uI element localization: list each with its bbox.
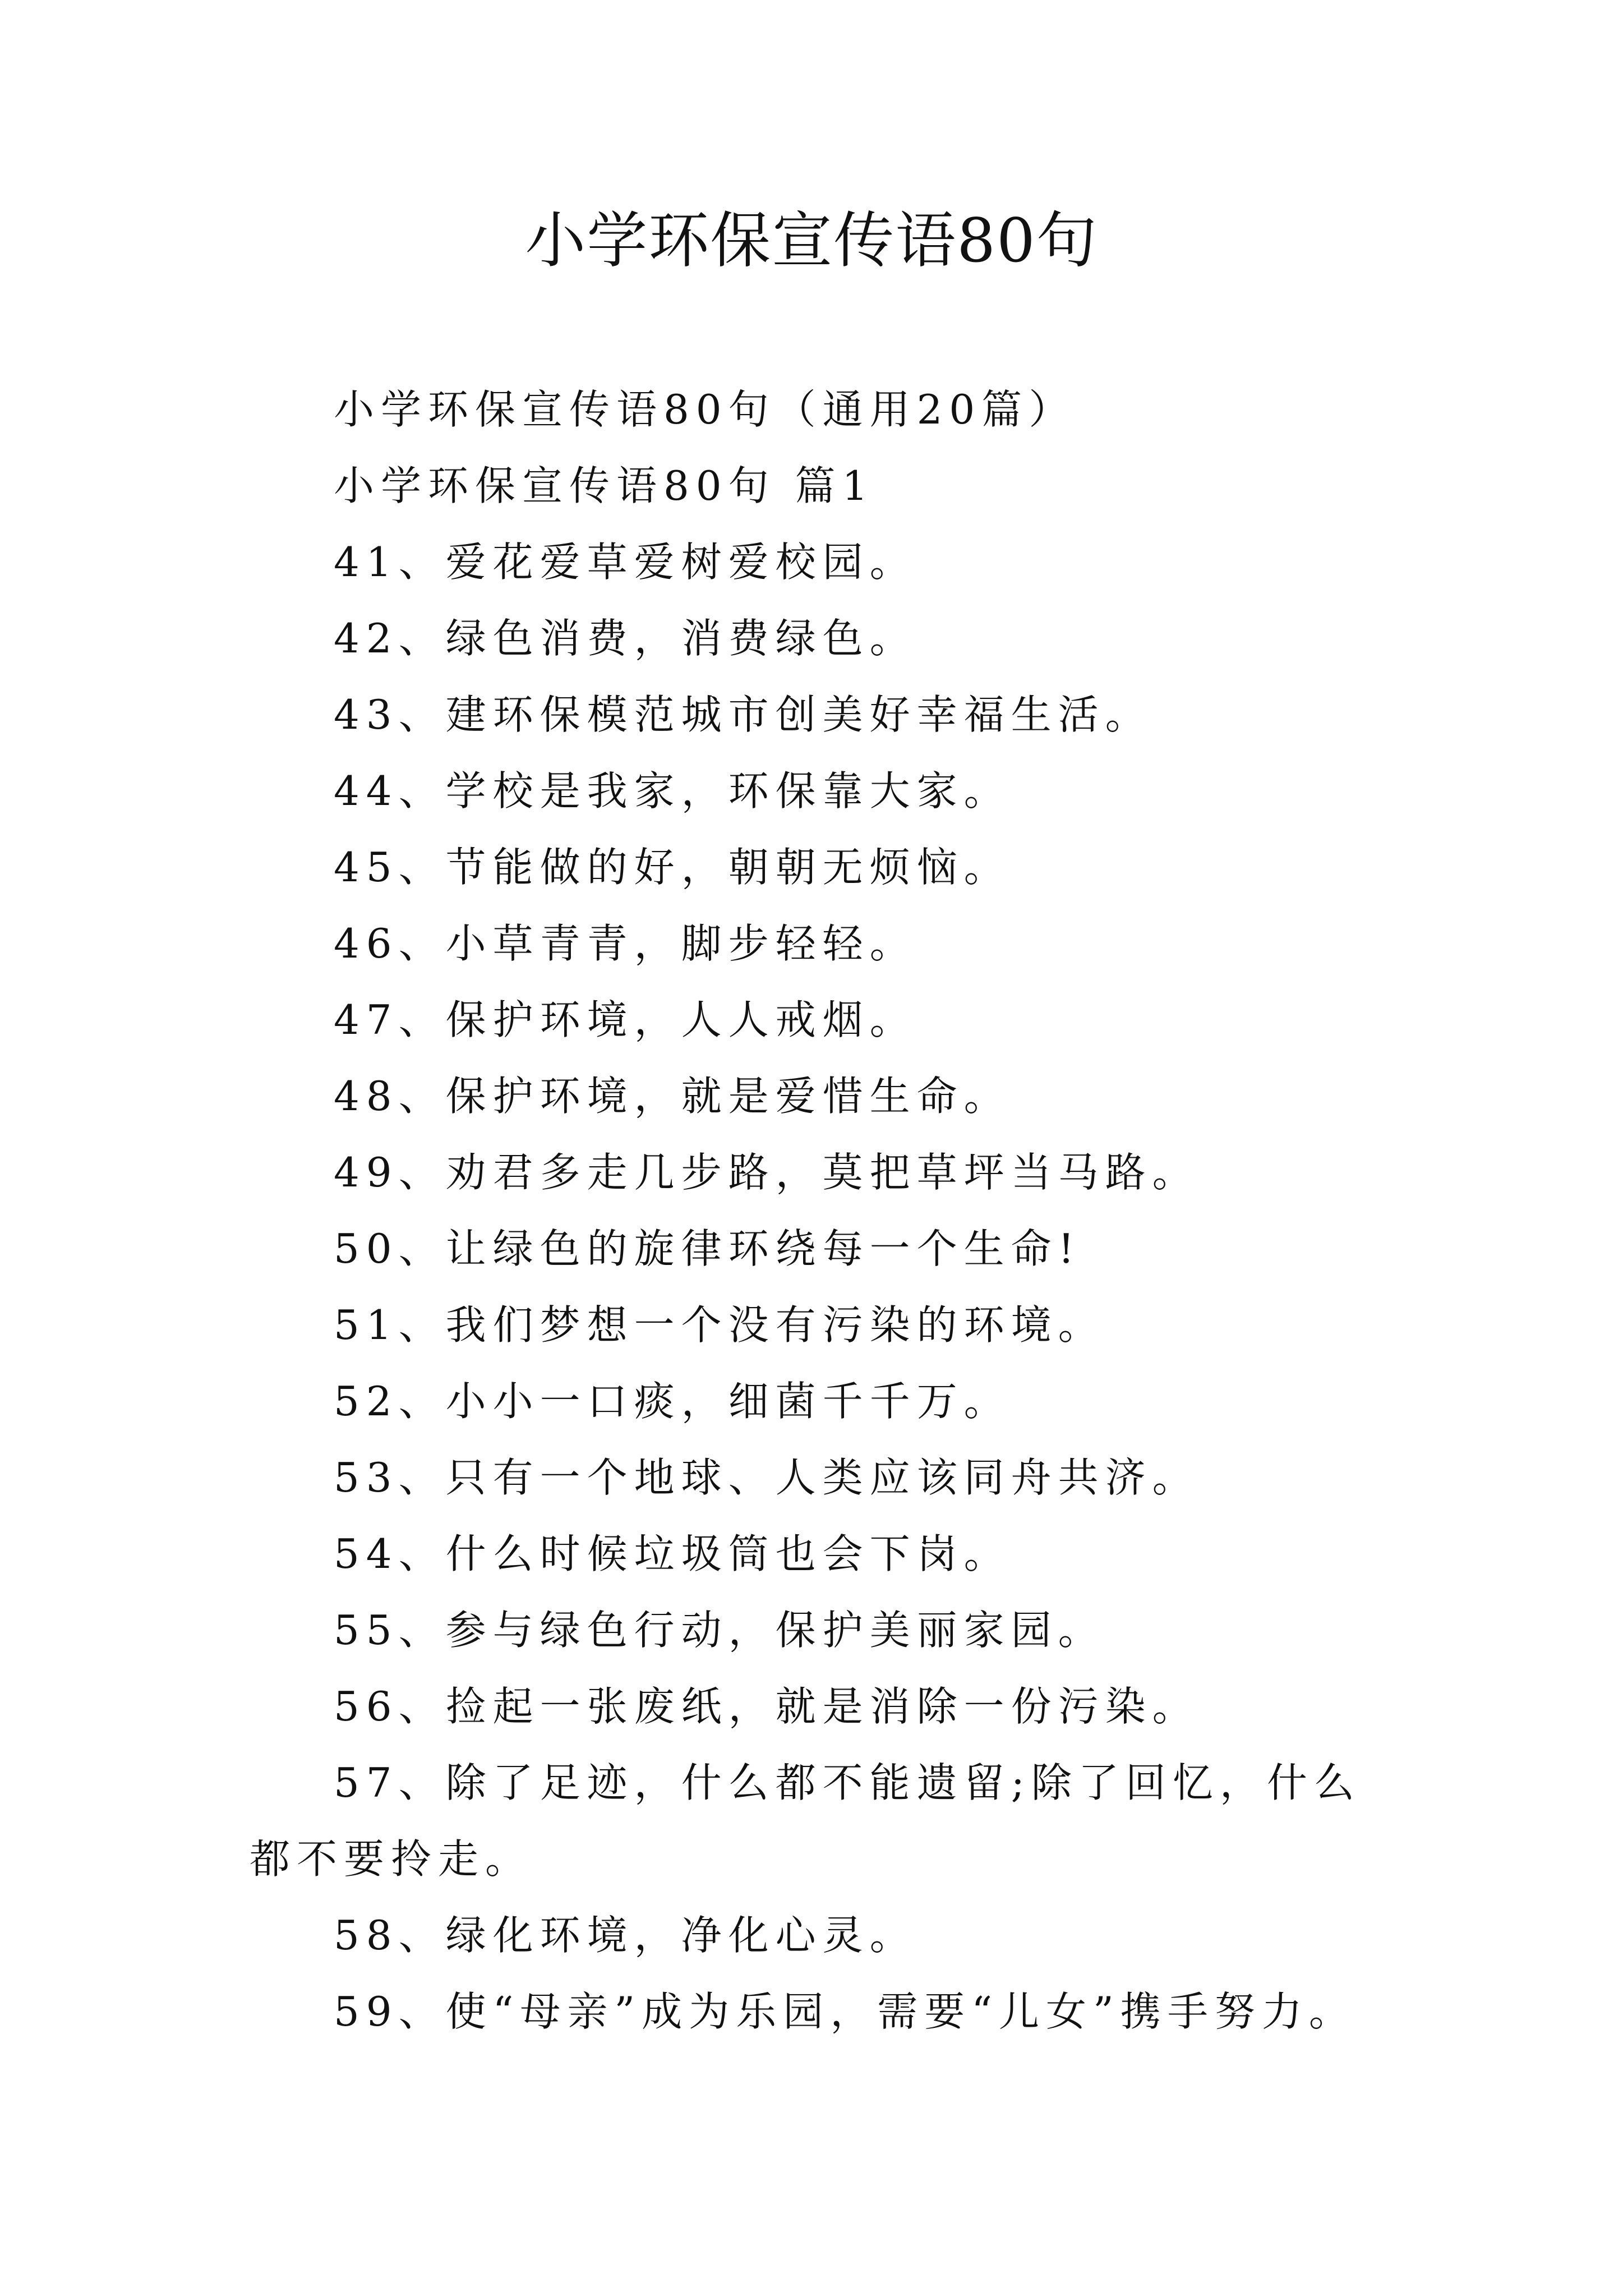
subtitle-line: 小学环保宣传语80句（通用20篇） [334, 386, 1076, 433]
slogan-45: 45、节能做的好，朝朝无烦恼。 [334, 844, 1011, 891]
slogan-53: 53、只有一个地球、人类应该同舟共济。 [334, 1454, 1200, 1501]
document-body [250, 371, 1405, 2050]
section-heading: 小学环保宣传语80句 篇1 [334, 462, 875, 509]
slogan-41: 41、爱花爱草爱树爱校园。 [334, 539, 917, 586]
slogan-49: 49、劝君多走几步路，莫把草坪当马路。 [334, 1149, 1200, 1196]
slogan-59: 59、使“母亲”成为乐园，需要“儿女”携手努力。 [334, 1988, 1356, 2035]
slogan-56: 56、捡起一张废纸，就是消除一份污染。 [334, 1683, 1200, 1730]
slogan-52: 52、小小一口痰，细菌千千万。 [334, 1378, 1011, 1425]
slogan-46: 46、小草青青，脚步轻轻。 [334, 920, 917, 967]
slogan-43: 43、建环保模范城市创美好幸福生活。 [334, 691, 1152, 738]
slogan-51: 51、我们梦想一个没有污染的环境。 [334, 1301, 1105, 1349]
slogan-48: 48、保护环境，就是爱惜生命。 [334, 1073, 1011, 1120]
slogan-47: 47、保护环境，人人戒烟。 [334, 996, 917, 1043]
slogan-57: 57、除了足迹，什么都不能遗留;除了回忆，什么都不要拎走。 [250, 1759, 1361, 1883]
slogan-55: 55、参与绿色行动，保护美丽家园。 [334, 1607, 1105, 1654]
slogan-58: 58、绿化环境，净化心灵。 [334, 1912, 917, 1959]
slogan-50: 50、让绿色的旋律环绕每一个生命! [334, 1225, 1081, 1272]
document-title: 小学环保宣传语80句 [525, 206, 1098, 276]
slogan-54: 54、什么时候垃圾筒也会下岗。 [334, 1530, 1011, 1577]
slogan-44: 44、学校是我家，环保靠大家。 [334, 767, 1011, 815]
slogan-42: 42、绿色消费，消费绿色。 [334, 615, 917, 662]
